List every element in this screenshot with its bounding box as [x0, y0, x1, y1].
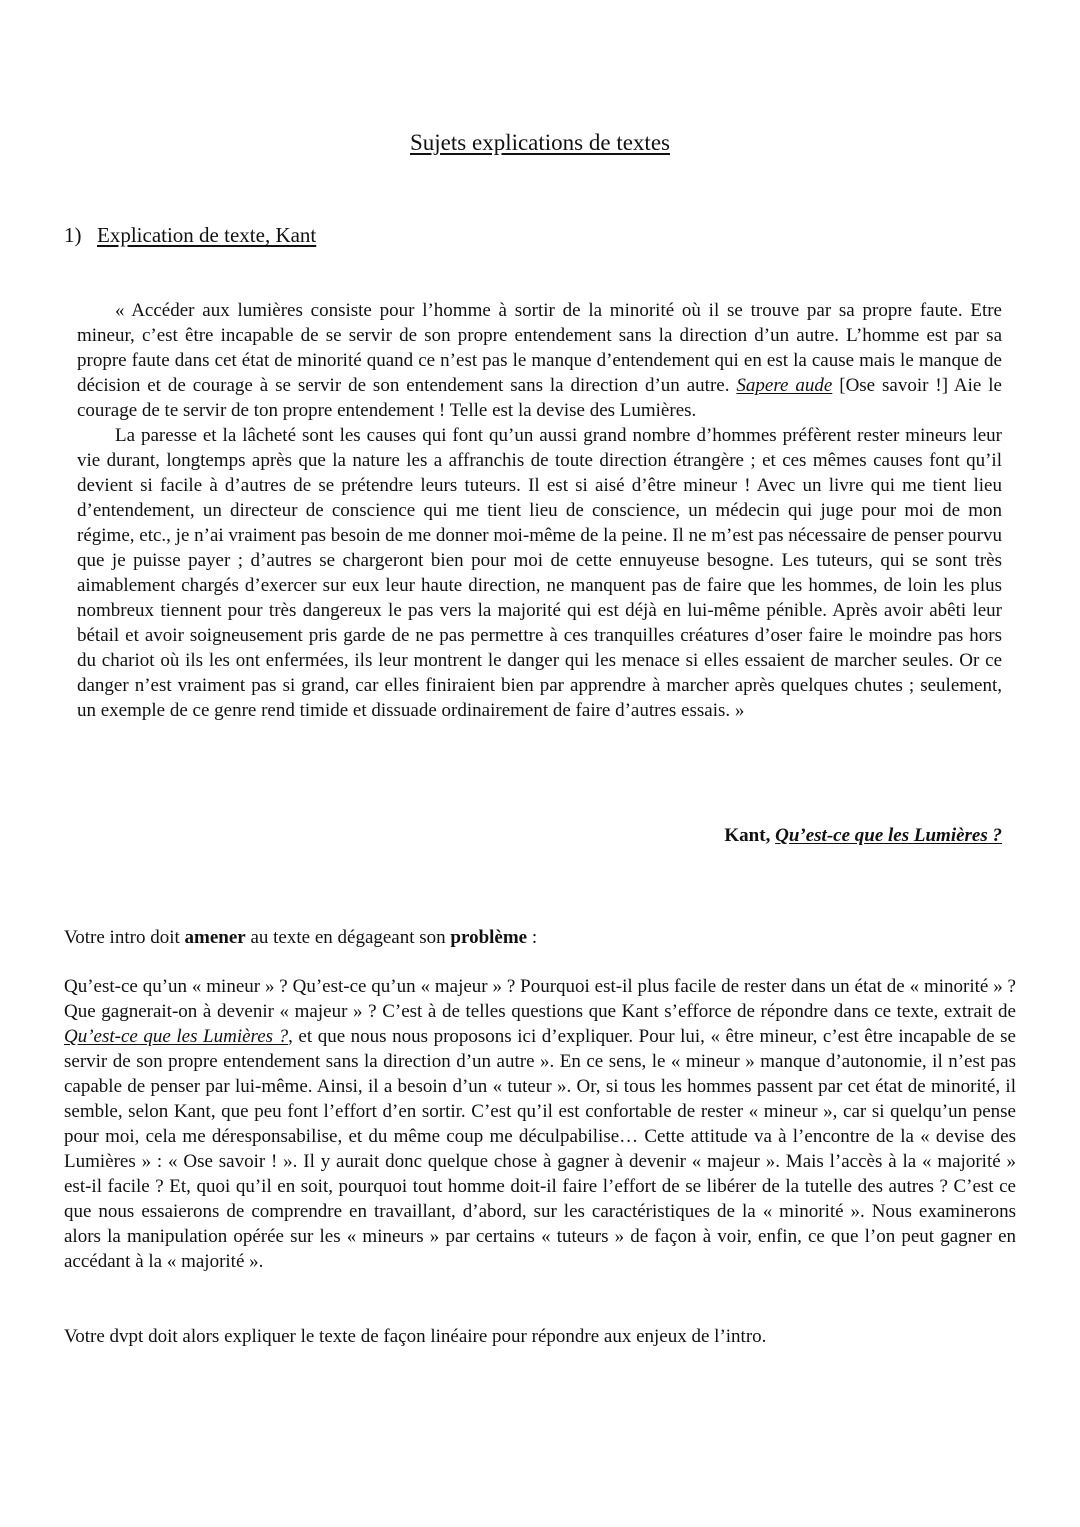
intro-instruction-bold-1: amener — [184, 927, 246, 948]
intro-instruction-part-2: au texte en dégageant son — [245, 927, 451, 948]
attribution-author: Kant, — [724, 825, 776, 846]
kant-quote — [77, 298, 1002, 723]
quote-p1-end: [Ose savoir !] Aie le courage de te servir de ton propre entendement ! Telle est la devise des Lumières. — [77, 375, 1002, 421]
attribution-work: Qu’est-ce que les Lumières ? — [775, 825, 1002, 846]
quote-latin-phrase: Sapere aude — [736, 375, 833, 396]
intro-example-paragraph — [64, 974, 1016, 1274]
intro-instruction-part-3: : — [527, 927, 538, 948]
quote-attribution — [724, 823, 1002, 848]
quote-p1-start: « Accéder aux lumières consiste pour l’homme à sortir de la minorité où il se trouve par sa propre faute. Etre mineur, c’est être incapable de se servir de son propre entendement sans la direction d’un autre. L’homme est par sa propre faute dans cet état de minorité quand ce n’est pas le manque d’entendement qui en est la cause mais le manque de décision et de courage à se servir de son entendement sans la direction d’un autre. — [77, 300, 1002, 396]
section-heading — [64, 221, 316, 249]
intro-body-work-title: Qu’est-ce que les Lumières ? — [64, 1026, 289, 1047]
quote-paragraph-2: La paresse et la lâcheté sont les causes qui font qu’un aussi grand nombre d’hommes préfèrent rester mineurs leur vie durant, longtemps après que la nature les a affranchis de toute direction étrangère ; et ces mêmes causes font qu’il devient si facile à d’autres de se prétendre leurs tuteurs. Il est si aisé d’être mineur ! Avec un livre qui me tient lieu d’entendement, un directeur de conscience qui me tient lieu de conscience, un médecin qui juge pour moi de mon régime, etc., je n’ai vraiment pas besoin de me donner moi-même de la peine. Il ne m’est pas nécessaire de penser pourvu que je puisse payer ; d’autres se chargeront bien pour moi de cette ennuyeuse besogne. Les tuteurs, qui se sont très aimablement chargés d’exercer sur eux leur haute direction, ne manquent pas de faire que les hommes, de loin les plus nombreux tiennent pour très dangereux le pas vers la majorité qui est déjà en lui-même pénible. Après avoir abêti leur bétail et avoir soigneusement pris garde de ne pas permettre à ces tranquilles créatures d’oser faire le moindre pas hors du chariot où ils les ont enfermées, ils leur montrent le danger qui les menace si elles essaient de marcher seules. Or ce danger n’est vraiment pas si grand, car elles finiraient bien par apprendre à marcher après quelques chutes ; seulement, un exemple de ce genre rend timide et dissuade ordinairement de faire d’autres essais. » — [77, 425, 1002, 721]
intro-body-end: , et que nous nous proposons ici d’expliquer. Pour lui, « être mineur, c’est être incapable de se servir de son propre entendement sans la direction d’un autre ». En ce sens, le « mineur » manque d’autonomie, il n’est pas capable de penser par lui-même. Ainsi, il a besoin d’un « tuteur ». Or, si tous les hommes passent par cet état de minorité, il semble, selon Kant, que peu font l’effort d’en sortir. C’est qu’il est confortable de rester « mineur », car si quelqu’un pense pour moi, cela me déresponsabilise, et du même coup me déculpabilise… Cette attitude va à l’encontre de la « devise des Lumières » : « Ose savoir ! ». Il y aurait donc quelque chose à gagner à devenir « majeur ». Mais l’accès à la « majorité » est-il facile ? Et, quoi qu’il en soit, pourquoi tout homme doit-il faire l’effort de se libérer de la tutelle des autres ? C’est ce que nous essaierons de comprendre en travaillant, d’abord, sur les caractéristiques de la « minorité ». Nous examinerons alors la manipulation opérée sur les « mineurs » par certains « tuteurs » de façon à voir, enfin, ce que l’on peut gagner en accédant à la « majorité ». — [64, 1026, 1016, 1272]
intro-instruction-part-1: Votre intro doit — [64, 927, 185, 948]
development-instruction: Votre dvpt doit alors expliquer le texte de façon linéaire pour répondre aux enjeux de l’intro. — [64, 1326, 767, 1347]
intro-body-start: Qu’est-ce qu’un « mineur » ? Qu’est-ce qu’un « majeur » ? Pourquoi est-il plus facile de rester dans un état de « minorité » ? Que gagnerait-on à devenir « majeur » ? C’est à de telles questions que Kant s’efforce de répondre dans ce texte, extrait de — [64, 976, 1016, 1022]
section-heading-text: Explication de texte, Kant — [97, 223, 317, 247]
intro-instruction — [64, 925, 1016, 950]
page-title: Sujets explications de textes — [410, 130, 670, 155]
section-number: 1) — [64, 223, 82, 247]
intro-instruction-bold-2: problème — [450, 927, 528, 948]
quote-paragraph-1 — [77, 298, 1002, 423]
